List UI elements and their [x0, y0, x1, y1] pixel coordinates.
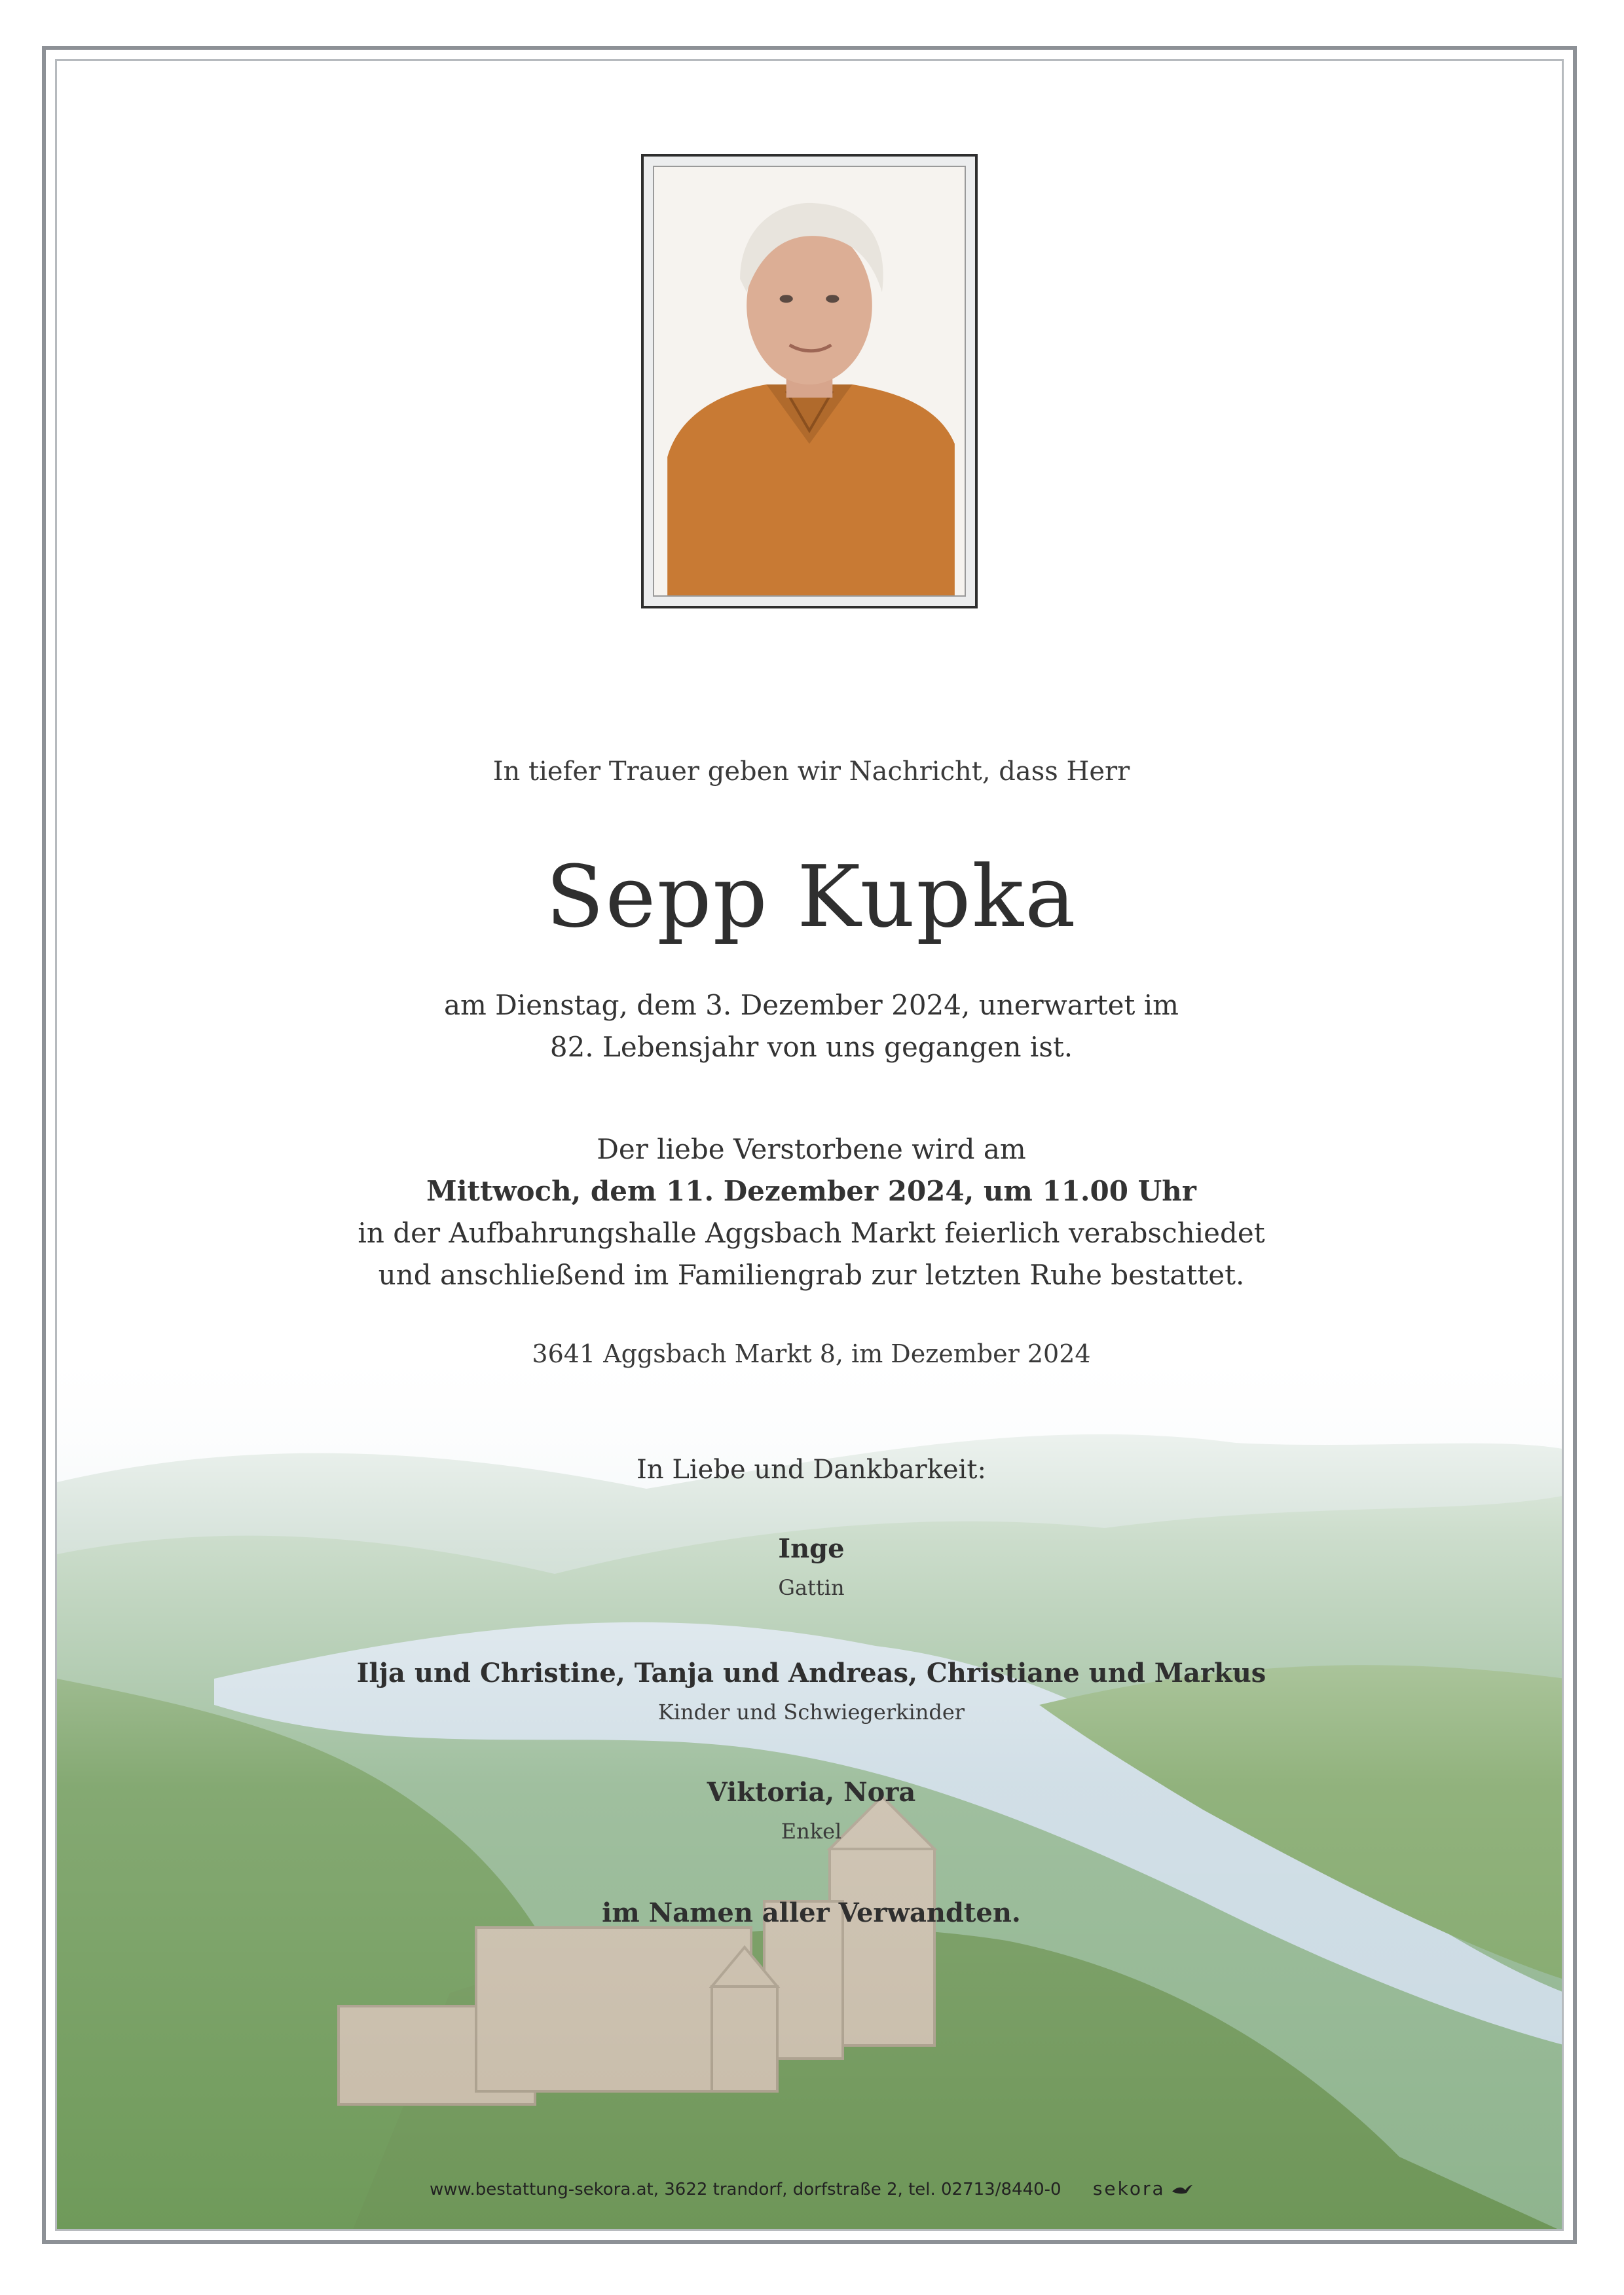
death-paragraph: [57, 984, 1564, 1068]
bird-icon: [1171, 2184, 1193, 2197]
funeral-date: Mittwoch, dem 11. Dezember 2024, um 11.00 Uhr: [426, 1175, 1196, 1207]
footer: [57, 2178, 1564, 2199]
mourners-heading: In Liebe und Dankbarkeit:: [637, 1455, 986, 1485]
mourner-relation: Gattin: [778, 1575, 845, 1600]
mourner-names: Inge: [778, 1533, 845, 1564]
mourner-names: Viktoria, Nora: [707, 1777, 916, 1808]
portrait-frame: [641, 154, 978, 608]
mourner-relation: Kinder und Schwiegerkinder: [657, 1700, 965, 1725]
death-line-1: am Dienstag, dem 3. Dezember 2024, unerwartet im: [443, 989, 1179, 1021]
funeral-line-4: und anschließend im Familiengrab zur letzten Ruhe bestattet.: [378, 1259, 1245, 1291]
intro-line: In tiefer Trauer geben wir Nachricht, dass Herr: [492, 756, 1130, 787]
portrait-photo: [653, 166, 966, 597]
brand-logo: sekora: [1092, 2178, 1166, 2199]
closing-line: im Namen aller Verwandten.: [602, 1897, 1021, 1928]
notice-card: [55, 59, 1564, 2231]
deceased-name: Sepp Kupka: [545, 847, 1077, 946]
mourner-relation: Enkel: [781, 1819, 842, 1844]
funeral-line-3: in der Aufbahrungshalle Aggsbach Markt feierlich verabschiedet: [358, 1217, 1265, 1249]
footer-contact: www.bestattung-sekora.at, 3622 trandorf, dorfstraße 2, tel. 02713/8440-0: [430, 2180, 1061, 2199]
death-line-2: 82. Lebensjahr von uns gegangen ist.: [549, 1031, 1073, 1063]
funeral-line-1: Der liebe Verstorbene wird am: [597, 1133, 1026, 1165]
place-date: 3641 Aggsbach Markt 8, im Dezember 2024: [532, 1339, 1091, 1368]
mourner-names: Ilja und Christine, Tanja und Andreas, Christiane und Markus: [356, 1658, 1266, 1689]
funeral-paragraph: [57, 1129, 1564, 1296]
